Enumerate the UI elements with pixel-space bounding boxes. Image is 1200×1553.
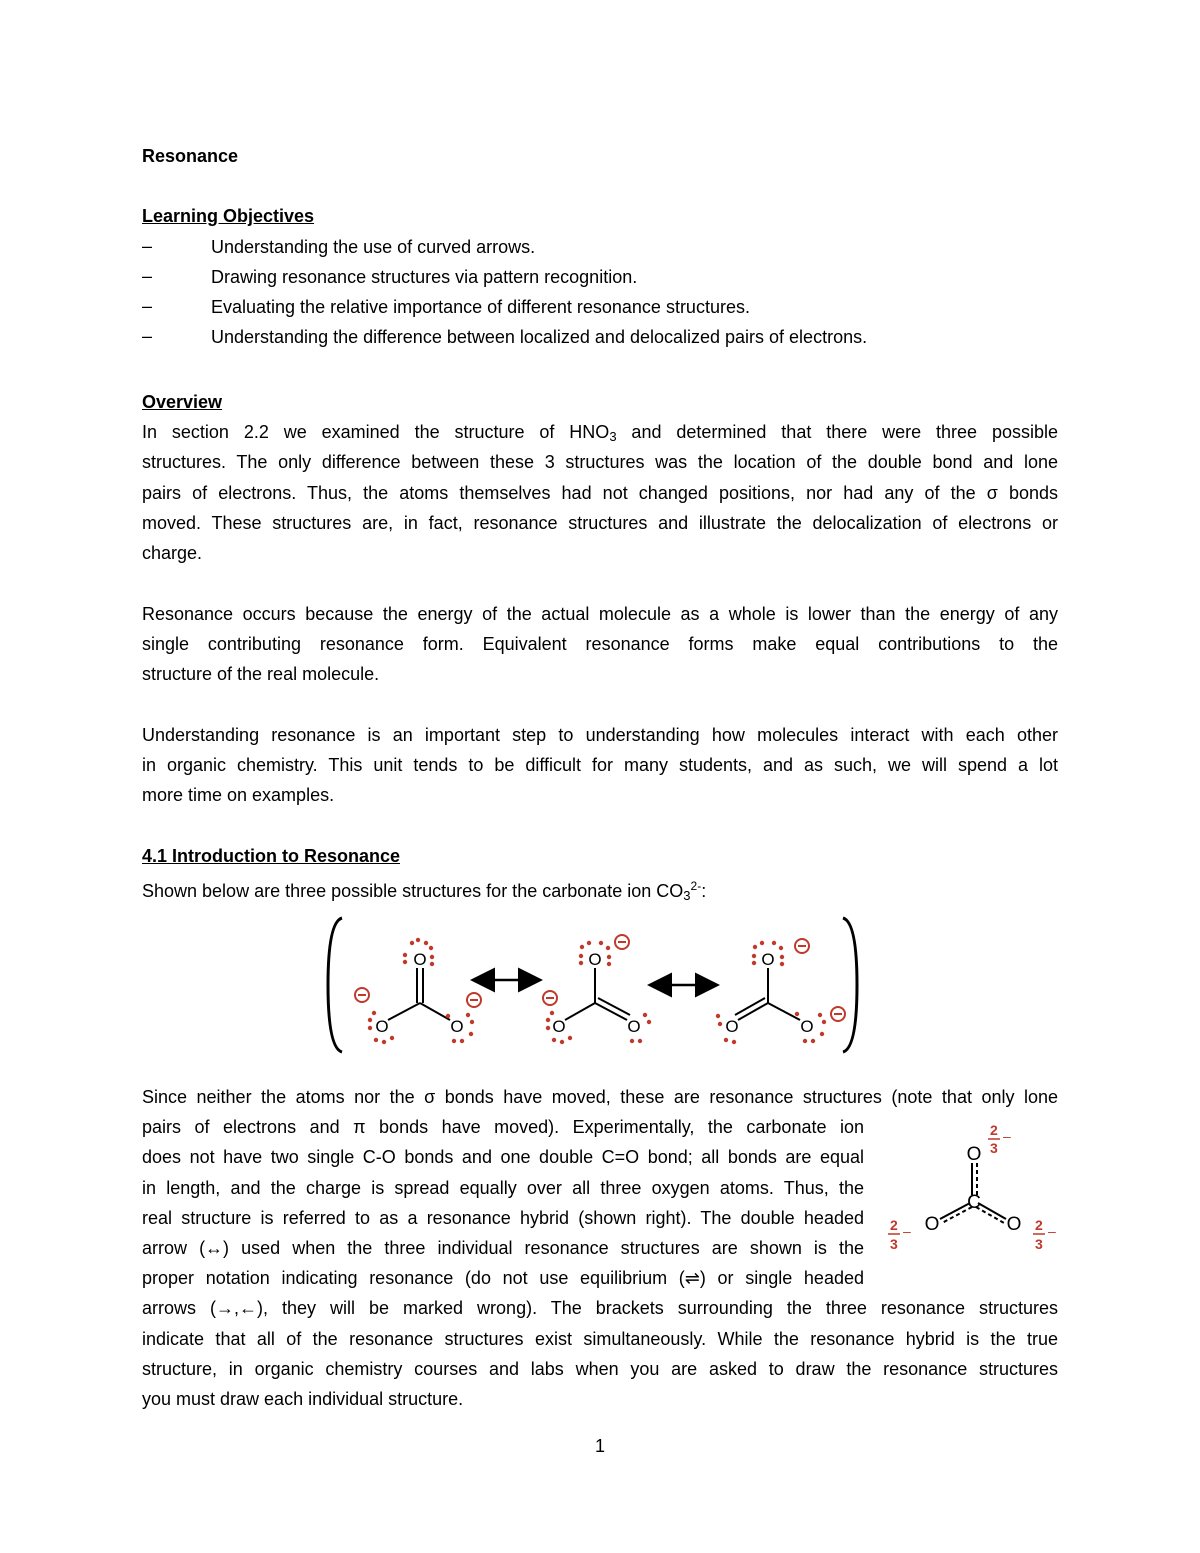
oxygen-atom-label: O <box>761 950 775 969</box>
paragraph-line: moved. These structures are, in fact, resonance structures and illustrate the delocalization of electrons or <box>142 513 1058 533</box>
paragraph-line: does not have two single C-O bonds and one double C=O bond; all bonds are equal <box>142 1147 864 1167</box>
paragraph-line: Since neither the atoms nor the σ bonds have moved, these are resonance structures (note that only lone <box>142 1087 1058 1107</box>
page-number: 1 <box>594 1436 605 1456</box>
paragraph-line: single contributing resonance form. Equivalent resonance forms make equal contributions to the <box>142 634 1058 654</box>
list-item-text: Understanding the difference between localized and delocalized pairs of electrons. <box>211 327 868 347</box>
negative-charge-icon <box>795 939 809 953</box>
subscript: 3 <box>683 888 691 903</box>
resonance-structure-2 <box>543 935 651 1044</box>
paragraph-line <box>142 421 1058 448</box>
negative-charge-icon <box>543 991 557 1005</box>
list-bullet: – <box>142 326 153 346</box>
negative-charge-icon <box>615 935 629 949</box>
resonance-structure-3 <box>716 939 845 1044</box>
paragraph-line: Resonance occurs because the energy of the actual molecule as a whole is lower than the energy of any <box>142 604 1058 624</box>
subscript: 3 <box>609 429 617 444</box>
paragraph-line: you must draw each individual structure. <box>142 1389 464 1409</box>
list-item-text: Drawing resonance structures via pattern recognition. <box>211 267 638 287</box>
negative-charge-icon <box>355 988 369 1002</box>
oxygen-atom-label: O <box>725 1017 739 1036</box>
carbonate-resonance-diagram <box>320 910 865 1060</box>
paragraph-line: charge. <box>142 543 203 563</box>
partial-charge-label <box>1033 1217 1056 1252</box>
text-segment: : <box>701 881 707 901</box>
section-intro <box>142 875 706 907</box>
partial-charge-label <box>988 1122 1011 1156</box>
negative-charge-icon <box>831 1007 845 1021</box>
oxygen-atom-label: O <box>450 1017 464 1036</box>
svg-text:2: 2 <box>890 1217 898 1233</box>
svg-text:2: 2 <box>990 1122 998 1138</box>
svg-text:3: 3 <box>1035 1236 1043 1252</box>
paragraph-line: real structure is referred to as a resonance hybrid (shown right). The double headed <box>142 1208 864 1228</box>
paragraph-line: structure, in organic chemistry courses and labs when you are asked to draw the resonance structures <box>142 1359 1058 1379</box>
list-item-text: Evaluating the relative importance of different resonance structures. <box>211 297 750 317</box>
svg-text:–: – <box>1048 1223 1056 1239</box>
oxygen-atom-label: O <box>375 1017 389 1036</box>
resonance-structure-1 <box>355 938 481 1044</box>
svg-text:2: 2 <box>1035 1217 1043 1233</box>
oxygen-atom-label: O <box>627 1017 641 1036</box>
list-bullet: – <box>142 266 153 286</box>
paragraph-line: Understanding resonance is an important step to understanding how molecules interact with each other <box>142 725 1058 745</box>
text-segment: In section 2.2 we examined the structure of HNO <box>142 422 610 442</box>
svg-text:3: 3 <box>990 1140 998 1156</box>
paragraph-line: arrow (↔) used when the three individual resonance structures are shown is the <box>142 1238 864 1258</box>
oxygen-atom-label: O <box>413 950 427 969</box>
paragraph-line: pairs of electrons. Thus, the atoms themselves had not changed positions, nor had any of the σ bonds <box>142 483 1058 503</box>
text-segment: and determined that there were three possible <box>616 422 1058 442</box>
paragraph-line: structures. The only difference between these 3 structures was the location of the double bond and lone <box>142 452 1058 472</box>
paragraph-line: in length, and the charge is spread equally over all three oxygen atoms. Thus, the <box>142 1178 864 1198</box>
resonance-hybrid-diagram <box>880 1115 1060 1260</box>
paragraph-line: structure of the real molecule. <box>142 664 380 684</box>
paragraph-line: indicate that all of the resonance structures exist simultaneously. While the resonance hybrid is the true <box>142 1329 1058 1349</box>
oxygen-atom-label: O <box>800 1017 814 1036</box>
paragraph-line: pairs of electrons and π bonds have moved). Experimentally, the carbonate ion <box>142 1117 864 1137</box>
carbon-atom-label: C <box>967 1192 981 1213</box>
text-segment: Shown below are three possible structures for the carbonate ion CO <box>142 881 684 901</box>
paragraph-line: proper notation indicating resonance (do not use equilibrium (⇌) or single headed <box>142 1268 864 1288</box>
paragraph-line: arrows (→,←), they will be marked wrong). The brackets surrounding the three resonance structures <box>142 1298 1058 1318</box>
partial-charge-label <box>888 1217 911 1252</box>
svg-text:–: – <box>903 1223 911 1239</box>
list-bullet: – <box>142 296 153 316</box>
oxygen-atom-label: O <box>552 1017 566 1036</box>
negative-charge-icon <box>467 993 481 1007</box>
section-heading: 4.1 Introduction to Resonance <box>142 846 401 866</box>
oxygen-atom-label: O <box>966 1144 982 1165</box>
oxygen-atom-label: O <box>1006 1214 1022 1235</box>
paragraph-line: more time on examples. <box>142 785 335 805</box>
left-bracket <box>328 918 342 1052</box>
overview-heading: Overview <box>142 392 223 412</box>
svg-text:3: 3 <box>890 1236 898 1252</box>
list-bullet: – <box>142 236 153 256</box>
svg-text:–: – <box>1003 1128 1011 1144</box>
right-bracket <box>843 918 857 1052</box>
objectives-heading: Learning Objectives <box>142 206 315 226</box>
list-item-text: Understanding the use of curved arrows. <box>211 237 536 257</box>
page-title: Resonance <box>142 146 239 166</box>
paragraph-line: in organic chemistry. This unit tends to be difficult for many students, and as such, we will spend a lot <box>142 755 1058 775</box>
oxygen-atom-label: O <box>924 1214 940 1235</box>
superscript: 2- <box>690 879 702 893</box>
oxygen-atom-label: O <box>588 950 602 969</box>
